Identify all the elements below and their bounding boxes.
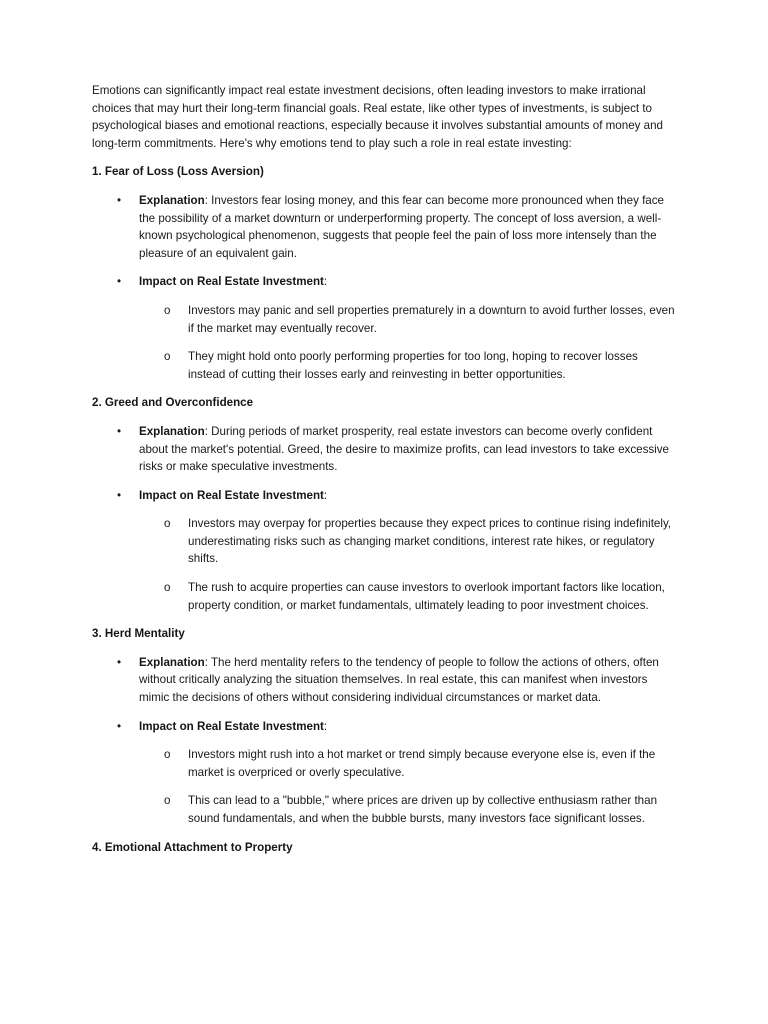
sub-bullet-marker-icon: o [164, 748, 171, 762]
explanation-label: Explanation [139, 193, 205, 207]
explanation-body: : Investors fear losing money, and this fear can become more pronounced when they face the possibility of a market downturn or underperforming property. The concept of loss aversion, a well-known psychological phenomenon, suggests that people feel the pain of loss more intensely than the pleasure of an equivalent gain. [139, 193, 665, 260]
explanation-text [139, 654, 676, 707]
impact-text [139, 718, 676, 736]
section-1-bullets [92, 192, 676, 383]
explanation-label: Explanation [139, 424, 205, 438]
impact-label: Impact on Real Estate Investment [139, 719, 324, 733]
impact-colon: : [323, 275, 328, 289]
section-heading-2: 2. Greed and Overconfidence [92, 396, 254, 410]
section-heading-1: 1. Fear of Loss (Loss Aversion) [92, 165, 264, 179]
section-heading-3: 3. Herd Mentality [92, 627, 185, 641]
list-item [139, 515, 676, 568]
list-item [139, 348, 676, 383]
sub-item-text: The rush to acquire properties can cause investors to overlook important factors like location, property condition, or market fundamentals, ultimately leading to poor investment choices. [188, 581, 665, 612]
section-heading-4: 4. Emotional Attachment to Property [92, 840, 293, 854]
intro-paragraph: Emotions can significantly impact real estate investment decisions, often leading investors to make irrational choices that may hurt their long-term financial goals. Real estate, like other types of investments, is subject to psychological biases and emotional reactions, especially because it involves substantial amounts of money and long-term commitments. Here's why emotions tend to play such a role in real estate investing: [92, 84, 663, 150]
sub-bullet-marker-icon: o [164, 581, 171, 595]
list-item [139, 792, 676, 827]
explanation-text [139, 423, 676, 476]
section-3-bullets [92, 654, 676, 828]
list-item [139, 302, 676, 337]
list-item [92, 273, 676, 383]
bullet-marker-icon: • [117, 488, 122, 502]
list-item [92, 487, 676, 615]
sub-bullet-marker-icon: o [164, 350, 171, 364]
impact-label: Impact on Real Estate Investment [139, 488, 324, 502]
impact-text [139, 487, 676, 505]
list-item [92, 654, 676, 707]
sub-bullet-marker-icon: o [164, 303, 171, 317]
list-item [92, 192, 676, 262]
impact-label: Impact on Real Estate Investment [139, 275, 324, 289]
explanation-body: : During periods of market prosperity, real estate investors can become overly confident about the market's potential. Greed, the desire to maximize profits, can lead investors to take excessive risks or make speculative investments. [139, 424, 669, 474]
section-3-sub-bullets [139, 746, 676, 827]
section-2-bullets [92, 423, 676, 614]
list-item [92, 423, 676, 476]
list-item [139, 579, 676, 614]
explanation-body: : The herd mentality refers to the tendency of people to follow the actions of others, often without critically analyzing the situation themselves. In real estate, this can manifest when investors mimic the decisions of others without considering individual circumstances or market data. [139, 655, 659, 705]
impact-text [139, 273, 676, 291]
bullet-marker-icon: • [117, 655, 122, 669]
sub-bullet-marker-icon: o [164, 517, 171, 531]
list-item [92, 718, 676, 828]
section-1-sub-bullets [139, 302, 676, 383]
sub-item-text: Investors may overpay for properties because they expect prices to continue rising indefinitely, underestimating risks such as changing market conditions, interest rate hikes, or regulatory shifts. [188, 517, 672, 566]
sub-bullet-marker-icon: o [164, 794, 171, 808]
sub-item-text: They might hold onto poorly performing properties for too long, hoping to recover losses instead of cutting their losses early and reinvesting in better opportunities. [188, 350, 638, 381]
bullet-marker-icon: • [117, 719, 122, 733]
bullet-marker-icon: • [117, 424, 122, 438]
bullet-marker-icon: • [117, 275, 122, 289]
explanation-label: Explanation [139, 655, 205, 669]
section-2-sub-bullets [139, 515, 676, 614]
impact-colon: : [323, 719, 328, 733]
sub-item-text: Investors may panic and sell properties prematurely in a downturn to avoid further losses, even if the market may eventually recover. [188, 303, 675, 335]
impact-colon: : [323, 488, 328, 502]
sub-item-text: This can lead to a "bubble," where prices are driven up by collective enthusiasm rather than sound fundamentals, and when the bubble bursts, many investors face significant losses. [188, 794, 658, 825]
explanation-text [139, 192, 676, 262]
bullet-marker-icon: • [117, 193, 122, 207]
document-body [92, 82, 676, 856]
list-item [139, 746, 676, 781]
sub-item-text: Investors might rush into a hot market or trend simply because everyone else is, even if the market is overpriced or overly speculative. [188, 748, 656, 779]
